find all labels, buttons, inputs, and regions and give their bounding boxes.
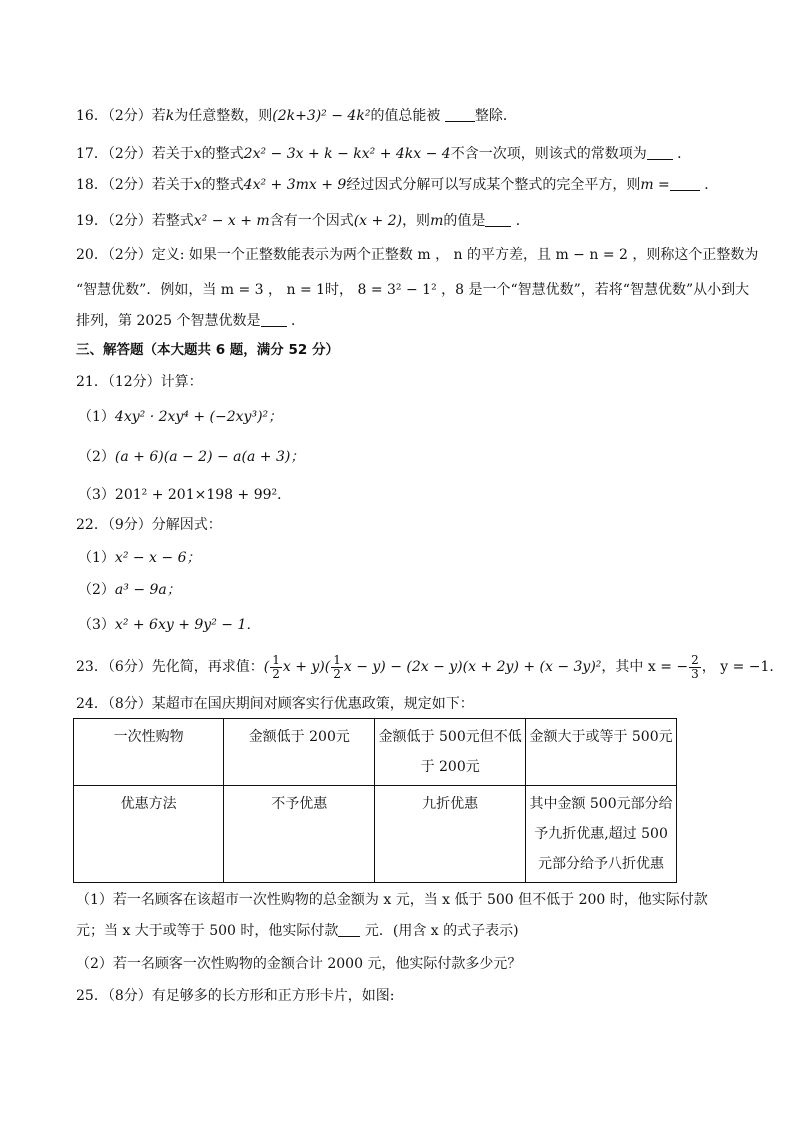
q24-part-1-text-end: 元．(用含 x 的式子表示) bbox=[360, 923, 519, 939]
question-20-line-1 bbox=[76, 245, 758, 265]
q16-text: 若 bbox=[151, 108, 166, 124]
q19-var-m: m bbox=[430, 213, 444, 229]
q22-part-1-label: （1） bbox=[78, 550, 115, 566]
q21-part-1 bbox=[78, 407, 282, 427]
discount-table bbox=[73, 718, 677, 883]
q16-expression: (2k+3)² − 4k² bbox=[272, 108, 371, 124]
q23-fraction-2: $\frac{1}{2}$ bbox=[333, 652, 341, 681]
q22-part-3-label: （3） bbox=[78, 617, 115, 633]
q16-text-end: 整除． bbox=[474, 108, 517, 124]
q17-text-mid: 的整式 bbox=[201, 146, 244, 162]
q23-heading: 23．（6分）先化简，再求值： bbox=[76, 659, 264, 675]
q19-text-post: ，则 bbox=[402, 213, 431, 229]
q19-text-post2: 的值是 bbox=[443, 213, 486, 229]
q18-answer-blank[interactable] bbox=[670, 176, 700, 191]
q17-answer-blank[interactable] bbox=[647, 145, 673, 160]
q22-part-1 bbox=[78, 548, 201, 568]
q24-part-1-line-1: （1）若一名顾客在该超市一次性购物的总金额为 x 元，当 x 低于 500 但不低于 200 时，他实际付款 bbox=[76, 892, 708, 908]
q23-x-value-fraction: $\frac{2}{3}$ bbox=[691, 652, 699, 681]
q21-heading: 21．（12分）计算： bbox=[76, 374, 203, 390]
q19-text-mid: 含有一个因式 bbox=[269, 213, 354, 229]
question-19 bbox=[76, 211, 530, 231]
question-17 bbox=[76, 144, 691, 164]
q24-part-2: （2）若一名顾客一次性购物的金额合计 2000 元，他实际付款多少元？ bbox=[76, 956, 522, 972]
q24-part-1-line-2 bbox=[76, 921, 519, 941]
q20-text-line-2: “智慧优数”．例如，当 m = 3 ， n = 1时， 8 = 3² − 1² ，8 是一个“智慧优数”，若将“智慧优数”从小到大 bbox=[76, 282, 750, 298]
question-20-line-3 bbox=[76, 311, 305, 331]
table-cell: 不予优惠 bbox=[224, 786, 375, 883]
q19-text-end: ． bbox=[515, 213, 530, 229]
q20-answer-blank[interactable] bbox=[261, 312, 287, 327]
q24-heading: 24．（8分）某超市在国庆期间对顾客实行优惠政策，规定如下： bbox=[76, 696, 474, 712]
q18-var: x bbox=[193, 177, 202, 193]
question-23: 23．（6分）先化简，再求值：( $\frac{1}{2}$ x + y)( $\frac{1}{2}$ x − y) − (2x − y)(x + 2y) + (x − 3y)²，其中 x = − $\frac{2}{3}$ ， y = −1． bbox=[76, 652, 784, 681]
q21-part-3-label: （3） bbox=[78, 487, 115, 503]
q18-text: 若关于 bbox=[151, 177, 194, 193]
q18-text-end: ． bbox=[704, 177, 719, 193]
q17-points: （2分） bbox=[107, 146, 152, 162]
question-18 bbox=[76, 175, 718, 195]
q17-number: 17． bbox=[76, 146, 108, 162]
q20-points: （2分） bbox=[107, 247, 152, 263]
q18-text-post: 经过因式分解可以写成某个整式的完全平方，则 bbox=[346, 177, 641, 193]
q17-var: x bbox=[193, 146, 202, 162]
table-row bbox=[74, 719, 677, 786]
q21-part-1-expression: 4xy² · 2xy⁴ + (−2xy³)²； bbox=[114, 409, 283, 425]
table-cell: 一次性购物 bbox=[74, 719, 224, 786]
q24-part-1-text: 元；当 x 大于或等于 500 时，他实际付款 bbox=[76, 923, 339, 939]
q23-condition-y: ， y = −1． bbox=[701, 659, 784, 675]
question-16 bbox=[76, 106, 517, 126]
q20-number: 20． bbox=[76, 247, 108, 263]
q23-expression-b: x − y) − (2x − y)(x + 2y) + (x − 3y)² bbox=[343, 659, 602, 675]
q20-text-end: ． bbox=[290, 313, 305, 329]
q19-answer-blank[interactable] bbox=[485, 212, 511, 227]
q24-answer-blank[interactable] bbox=[338, 922, 360, 937]
q19-expression: x² − x + m bbox=[193, 213, 270, 229]
q16-answer-blank[interactable] bbox=[445, 107, 475, 122]
q23-expression-a: x + y)( bbox=[282, 659, 331, 675]
q23-fraction-1: $\frac{1}{2}$ bbox=[272, 652, 280, 681]
table-row bbox=[74, 786, 677, 883]
q21-part-2-label: （2） bbox=[78, 449, 115, 465]
q22-part-1-expression: x² − x − 6； bbox=[114, 550, 201, 566]
table-cell: 金额低于 200元 bbox=[224, 719, 375, 786]
table-cell: 九折优惠 bbox=[375, 786, 526, 883]
q19-points: （2分） bbox=[107, 213, 152, 229]
q20-text-line-1: 定义: 如果一个正整数能表示为两个正整数 m ， n 的平方差，且 m − n = 2 ，则称这个正整数为 bbox=[151, 247, 759, 263]
q22-part-3-expression: x² + 6xy + 9y² − 1． bbox=[114, 617, 261, 633]
q16-text-mid: 为任意整数，则 bbox=[174, 108, 273, 124]
q21-part-1-label: （1） bbox=[78, 409, 115, 425]
q21-part-3 bbox=[78, 485, 291, 505]
q16-points: （2分） bbox=[107, 108, 152, 124]
q18-number: 18． bbox=[76, 177, 108, 193]
q18-var-m: m = bbox=[640, 177, 670, 193]
q17-text: 若关于 bbox=[151, 146, 194, 162]
q17-text-end: ． bbox=[677, 146, 692, 162]
q21-part-2 bbox=[78, 447, 304, 467]
q16-number: 16． bbox=[76, 108, 108, 124]
q22-part-3 bbox=[78, 615, 260, 635]
q16-var: k bbox=[165, 108, 175, 124]
q19-factor: (x + 2) bbox=[353, 213, 403, 229]
q17-expression: 2x² − 3x + k − kx² + 4kx − 4 bbox=[243, 146, 451, 162]
q22-heading: 22．（9分）分解因式： bbox=[76, 517, 222, 533]
section-3-heading: 三、解答题（本大题共 6 题，满分 52 分） bbox=[76, 342, 339, 358]
q25-heading: 25．（8分）有足够多的长方形和正方形卡片，如图: bbox=[76, 988, 395, 1004]
q19-text: 若整式 bbox=[151, 213, 194, 229]
question-20-line-2 bbox=[76, 280, 749, 300]
q20-text-line-3: 排列，第 2025 个智慧优数是 bbox=[76, 313, 261, 329]
q18-expression: 4x² + 3mx + 9 bbox=[243, 177, 347, 193]
table-cell: 金额低于 500元但不低于 200元 bbox=[375, 719, 526, 786]
q19-number: 19． bbox=[76, 213, 108, 229]
q18-points: （2分） bbox=[107, 177, 152, 193]
table-cell: 金额大于或等于 500元 bbox=[526, 719, 677, 786]
q16-text-post: 的值总能被 bbox=[370, 108, 441, 124]
q18-text-mid: 的整式 bbox=[201, 177, 244, 193]
q17-text-post: 不含一次项，则该式的常数项为 bbox=[450, 146, 647, 162]
q22-part-2-expression: a³ − 9a； bbox=[114, 582, 181, 598]
q22-part-2 bbox=[78, 580, 181, 600]
q21-part-2-expression: (a + 6)(a − 2) − a(a + 3)； bbox=[114, 449, 305, 465]
table-cell: 其中金额 500元部分给予九折优惠,超过 500元部分给予八折优惠 bbox=[526, 786, 677, 883]
table-cell: 优惠方法 bbox=[74, 786, 224, 883]
q23-condition: ，其中 x = − bbox=[601, 659, 689, 675]
q21-part-3-expression: 201² + 201×198 + 99²． bbox=[114, 487, 292, 503]
q22-part-2-label: （2） bbox=[78, 582, 115, 598]
